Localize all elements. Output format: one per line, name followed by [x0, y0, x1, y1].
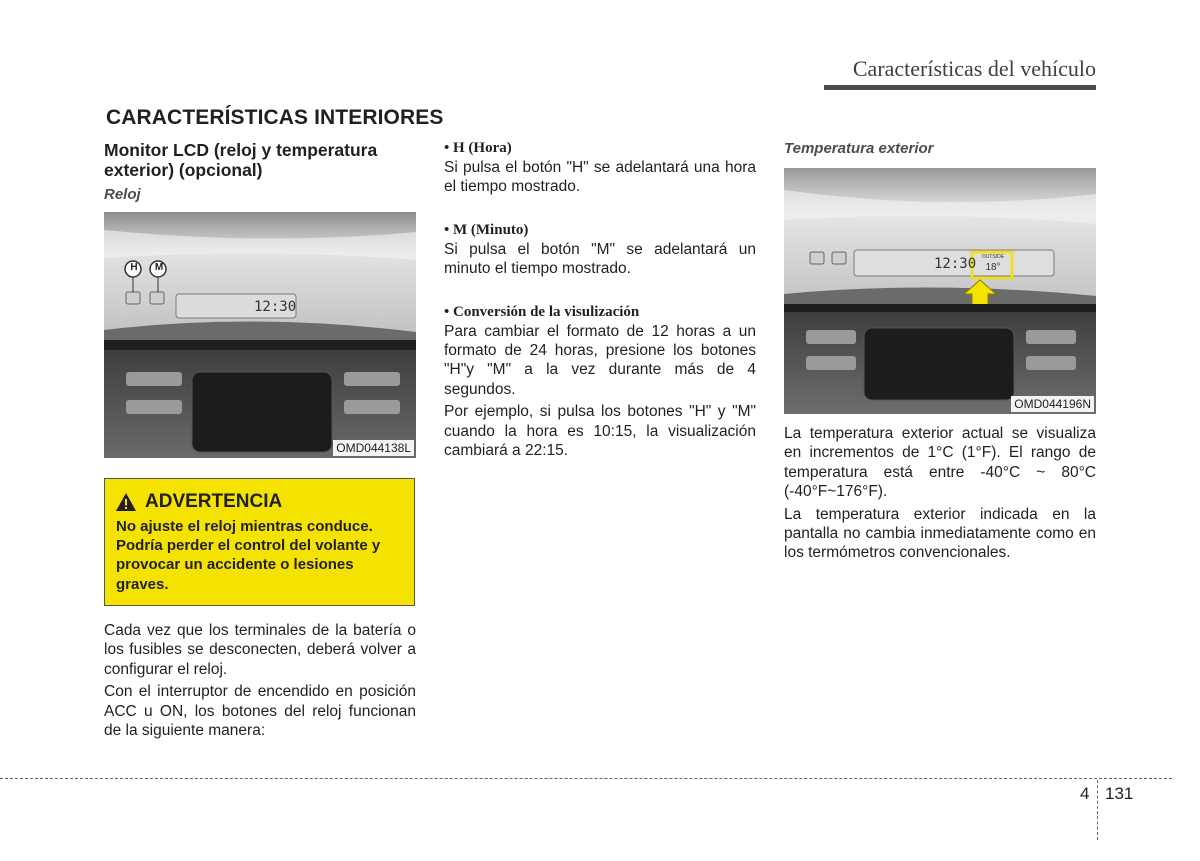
item-heading: • Conversión de la visulización [444, 303, 640, 320]
item-body [444, 158, 756, 197]
paragraph: Cada vez que los terminales de la batería o los fusibles se desconecten, deberá volver a configurar el reloj. [104, 622, 416, 678]
clock-display: 12:30 [254, 299, 297, 315]
column1-heading: Monitor LCD (reloj y temperatura exterior) (opcional) [104, 140, 378, 180]
clock-display: 12:30 [934, 256, 977, 272]
paragraph: Si pulsa el botón "H" se adelantará una hora el tiempo mostrado. [444, 159, 756, 196]
clock-figure-caption: Reloj [104, 186, 141, 203]
figure-code: OMD044196N [1011, 396, 1094, 412]
item-heading: • H (Hora) [444, 140, 512, 156]
warning-triangle-icon [115, 492, 137, 512]
column2 [444, 139, 756, 463]
outside-label: OUTSIDE [981, 254, 1005, 260]
item-body [444, 240, 756, 279]
item-heading: • M (Minuto) [444, 221, 529, 238]
temperature-figure-caption: Temperatura exterior [784, 140, 934, 157]
running-head: Características del vehículo [852, 56, 1096, 81]
header-rule [824, 85, 1096, 90]
paragraph: Con el interruptor de encendido en posición ACC u ON, los botones del reloj funcionan de la siguiente manera: [104, 683, 416, 740]
temperature-figure [784, 168, 1096, 414]
page-number: 131 [1105, 784, 1134, 803]
column1-body [104, 621, 416, 743]
warning-box [104, 478, 415, 606]
paragraph: Si pulsa el botón "M" se adelantará un minuto el tiempo mostrado. [444, 240, 756, 278]
paragraph: Para cambiar el formato de 12 horas a un formato de 24 horas, presione los botones "H"y "M" a la vez durante más de 4 segundos. [444, 322, 756, 398]
clock-figure [104, 212, 416, 458]
hour-button-label: H [130, 262, 138, 273]
footer-rule [0, 778, 1172, 779]
paragraph: La temperatura exterior actual se visualiza en incrementos de 1°C (1°F). El rango de temperatura está entre -40°C ~ 80°C (-40°F~176°F). [784, 425, 1096, 501]
item-body [444, 322, 756, 461]
section-title: CARACTERÍSTICAS INTERIORES [106, 106, 444, 129]
chapter-number: 4 [1080, 784, 1090, 803]
outside-temperature: 18° [985, 262, 1001, 273]
warning-title: ADVERTENCIA [145, 491, 283, 512]
footer-divider [1097, 780, 1098, 840]
warning-title-row [115, 491, 282, 513]
paragraph: La temperatura exterior indicada en la pantalla no cambia inmediatamente como en los termómetros convencionales. [784, 505, 1096, 562]
temperature-panel-illustration [784, 168, 1096, 414]
column3-body [784, 424, 1096, 566]
minute-button-label: M [154, 262, 164, 273]
warning-text: No ajuste el reloj mientras conduce. Podría perder el control del volante y provocar un accidente o lesiones graves. [116, 518, 381, 593]
paragraph: Por ejemplo, si pulsa los botones "H" y "M" cuando la hora es 10:15, la visualización cambiará a 22:15. [444, 403, 756, 460]
clock-panel-illustration [104, 212, 416, 458]
figure-code: OMD044138L [333, 440, 414, 456]
